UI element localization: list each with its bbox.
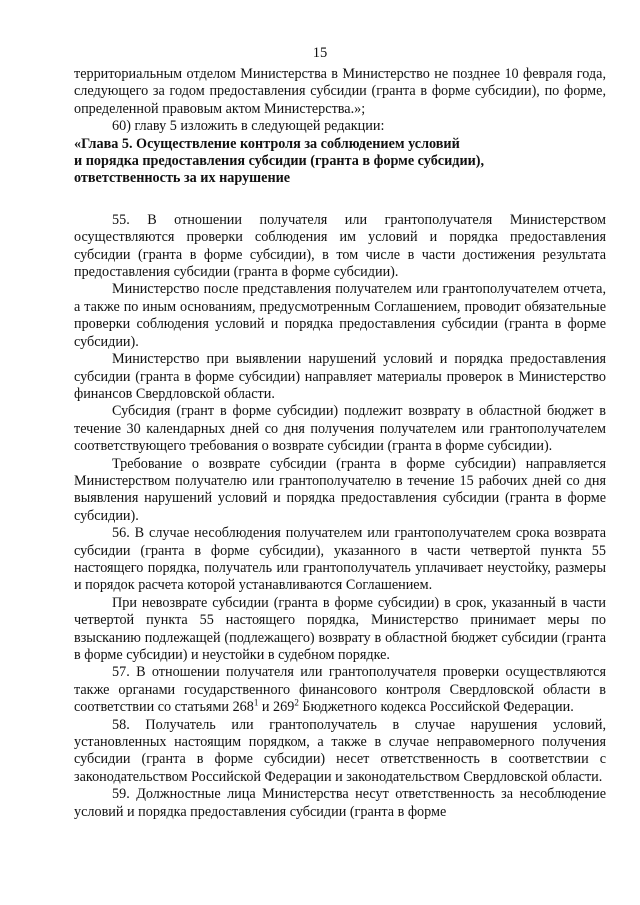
paragraph-55-part-4: Субсидия (грант в форме субсидии) подлежит возврату в областной бюджет в течение 30 календарных дней со дня получения получателем или грантополучателем соответствующего требования о возврате субсидии (гранта в форме субсидии).	[74, 403, 606, 455]
paragraph-55: 55. В отношении получателя или грантополучателя Министерством осуществляются проверки соблюдения им условий и порядка предоставления субсидии (гранта в форме субсидии), в том числе в части достижения результата предоставления субсидии (гранта в форме субсидии).	[74, 211, 606, 281]
document-body	[74, 66, 606, 821]
page-number: 15	[312, 45, 328, 61]
superscript-1: 1	[253, 697, 259, 708]
paragraph-58: 58. Получатель или грантополучатель в случае нарушения условий, установленных настоящим порядком, а также в случае неправомерного получения субсидии (гранта в форме субсидии) несет ответственность в соответствии с законодательством Российской Федерации и законодательством Свердловской области.	[74, 716, 606, 785]
paragraph-57	[74, 664, 606, 716]
paragraph-55-part-5: Требование о возврате субсидии (гранта в форме субсидии) направляется Министерством получателю или грантополучателю в течение 15 рабочих дней со дня выявления нарушений условий и порядка предоставления субсидии (гранта в форме субсидии).	[74, 455, 606, 524]
chapter-heading-line-1: «Глава 5. Осуществление контроля за соблюдением условий	[74, 135, 460, 152]
heading-spacer	[74, 188, 606, 212]
paragraph-57-text-middle: и 269	[258, 699, 295, 716]
paragraph-55-part-3: Министерство при выявлении нарушений условий и порядка предоставления субсидии (гранта в форме субсидии) направляет материалы проверок в Министерство финансов Свердловской области.	[74, 351, 606, 402]
chapter-heading-line-3: ответственность за их нарушение	[74, 170, 291, 187]
paragraph-56: 56. В случае несоблюдения получателем или грантополучателем срока возврата субсидии (гранта в форме субсидии), указанного в части четвертой пункта 55 настоящего порядка, получатель или грантополучатель уплачивает неустойку, размеры и порядок расчета которой устанавливаются Соглашением.	[74, 525, 606, 594]
chapter-heading-line-2: и порядка предоставления субсидии (гранта в форме субсидии),	[74, 153, 485, 170]
paragraph-continuation: территориальным отделом Министерства в Министерство не позднее 10 февраля года, следующего за годом предоставления субсидии (гранта в форме субсидии), по форме, определенной правовым актом Министерства.»;	[74, 66, 606, 117]
paragraph-amendment-60: 60) главу 5 изложить в следующей редакции:	[112, 118, 385, 135]
paragraph-57-text-start: 57. В отношении получателя или грантополучателя проверки осуществляются также органами государственного финансового контроля Свердловской области в соответствии со статьями 268	[74, 664, 606, 716]
paragraph-55-part-2: Министерство после представления получателем или грантополучателем отчета, а также по иным основаниям, предусмотренным Соглашением, проводит обязательные проверки соблюдения условий и порядка предоставления субсидии (гранта в форме субсидии).	[74, 281, 606, 350]
paragraph-56-part-2: При невозврате субсидии (гранта в форме субсидии) в срок, указанный в части четвертой пункта 55 настоящего порядка, Министерство принимает меры по взысканию подлежащей (подлежащего) возврату в областной бюджет субсидии (гранта в форме субсидии) и неустойки в судебном порядке.	[74, 594, 606, 663]
superscript-2: 2	[294, 697, 299, 708]
paragraph-57-text-end: Бюджетного кодекса Российской Федерации.	[298, 699, 574, 716]
paragraph-59: 59. Должностные лица Министерства несут ответственность за несоблюдение условий и порядка предоставления субсидии (гранта в форме	[74, 786, 606, 820]
